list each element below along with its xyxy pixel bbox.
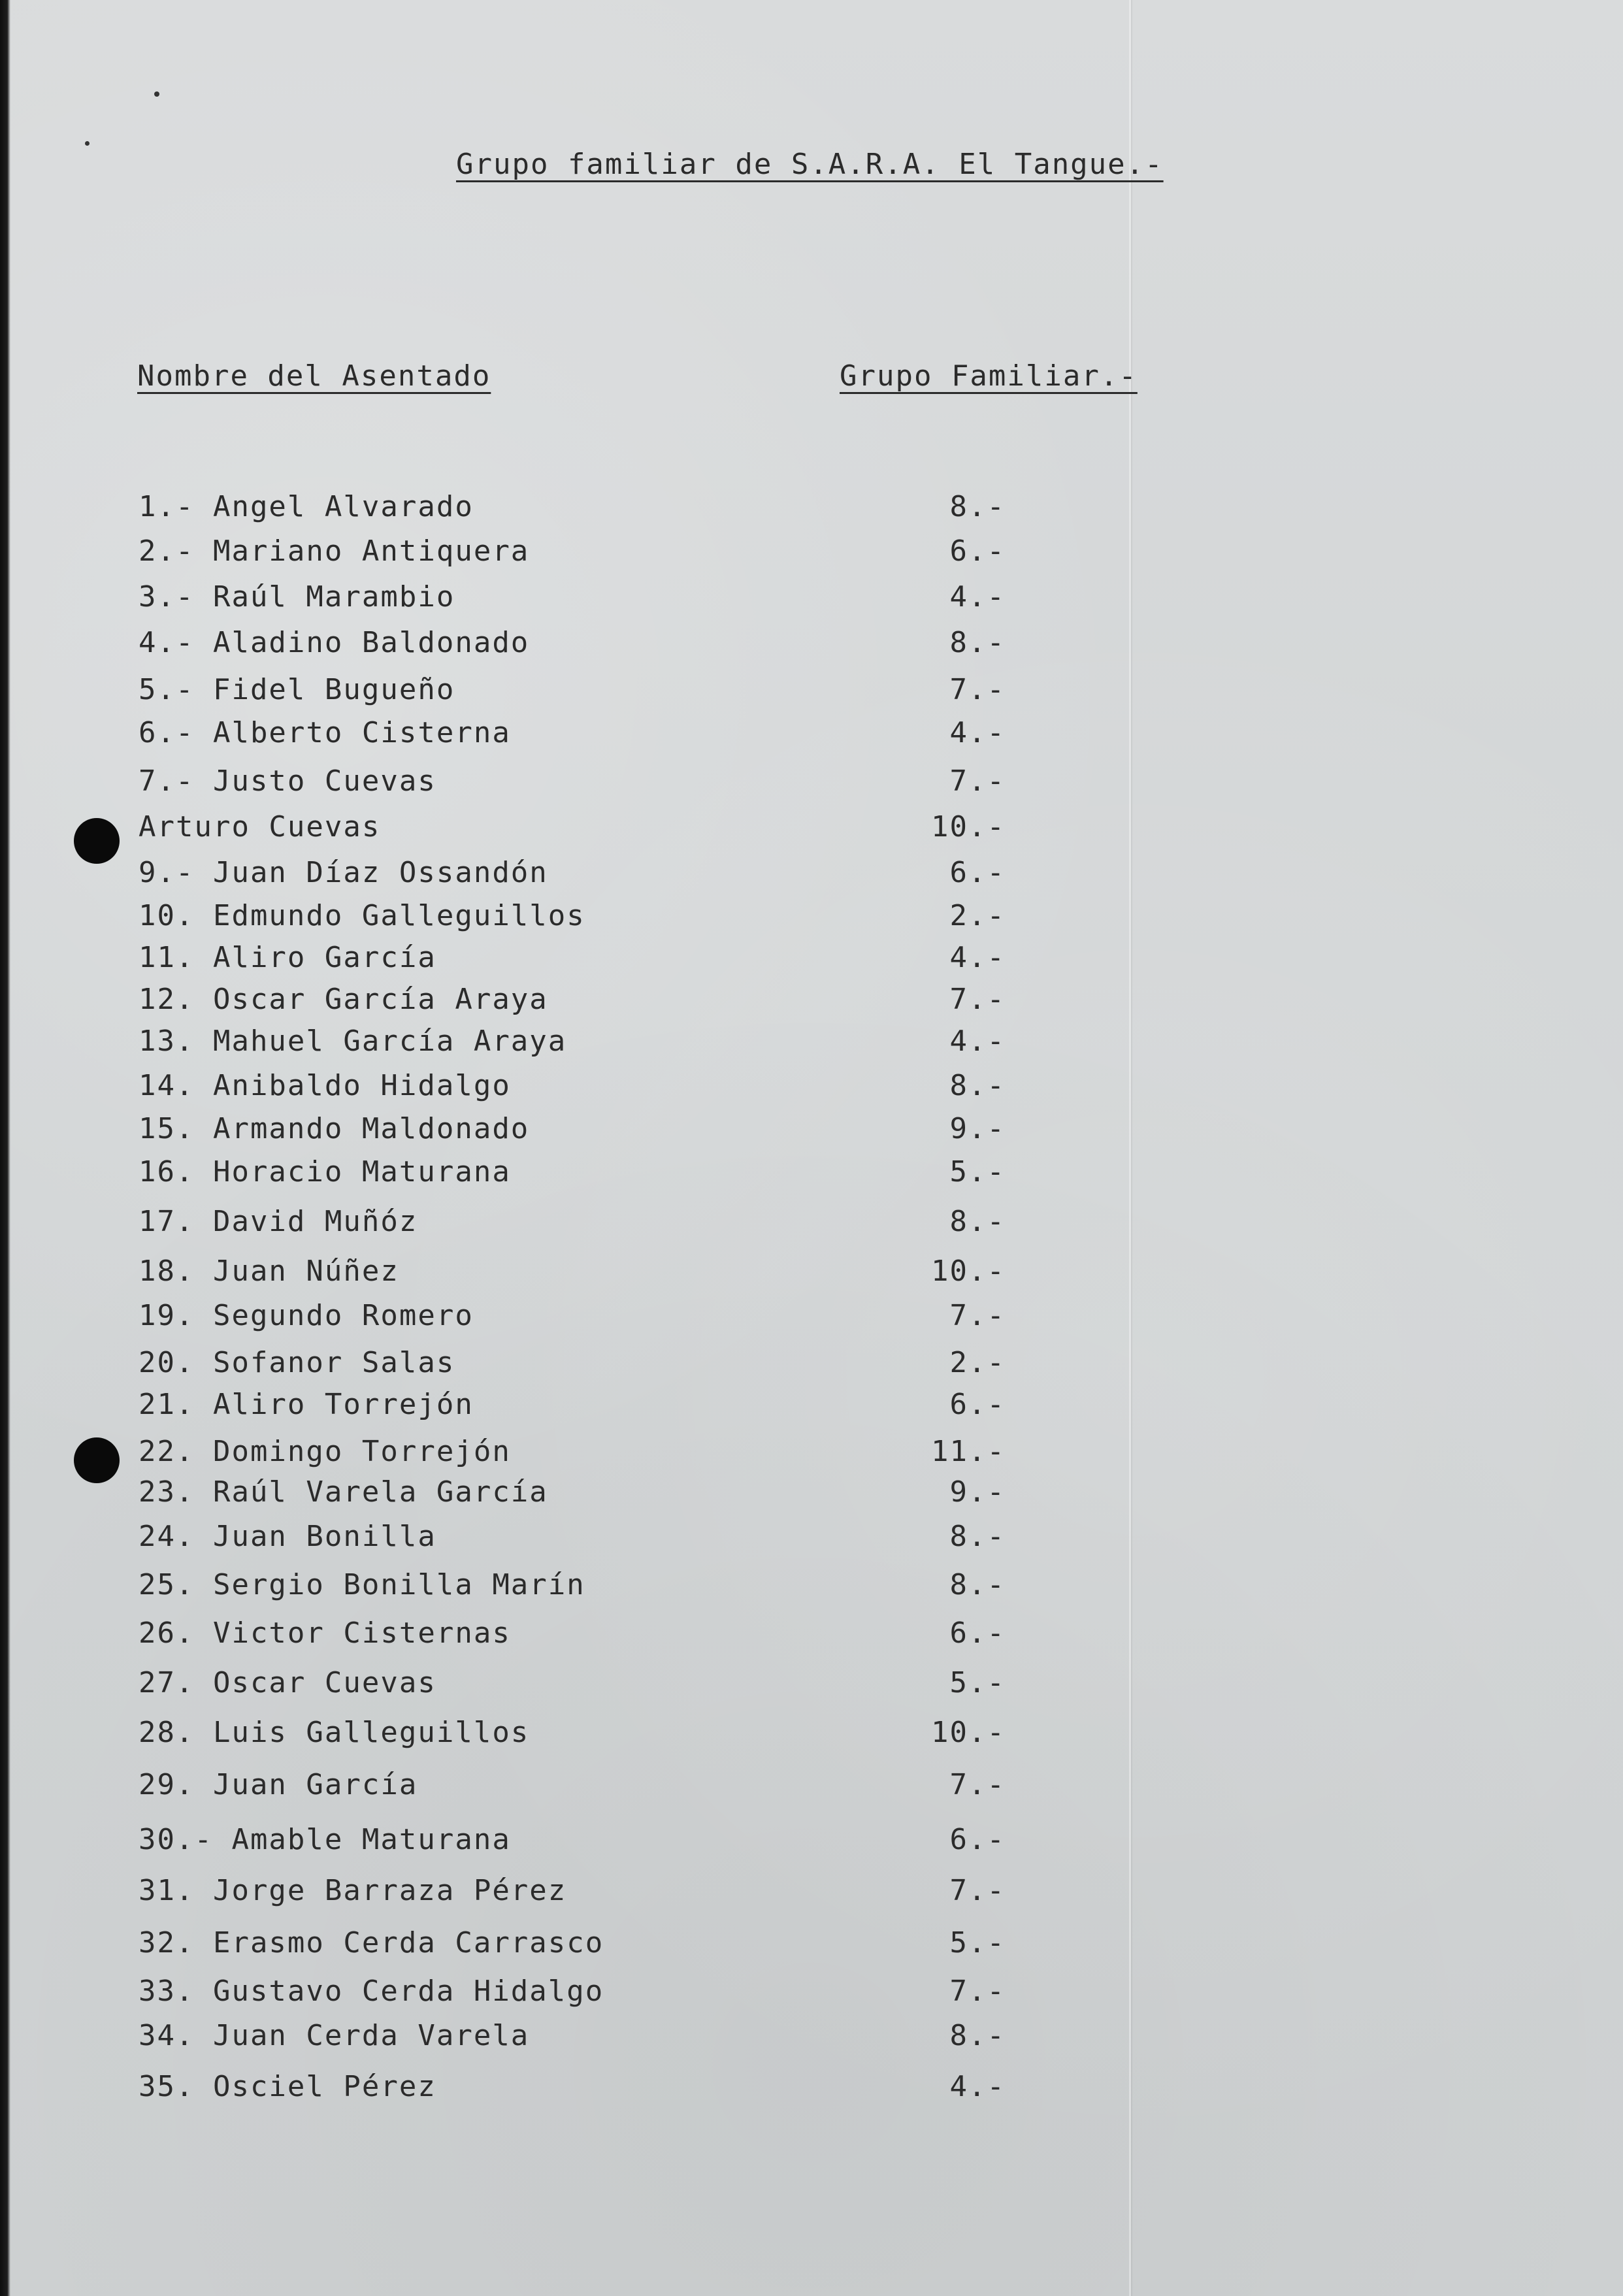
family-size: 2.- (949, 899, 1006, 932)
list-item (0, 626, 1623, 665)
list-item (0, 1299, 1623, 1338)
list-item (0, 1475, 1623, 1515)
settler-name: 31. Jorge Barraza Pérez (139, 1874, 567, 1907)
family-size: 8.- (949, 1568, 1006, 1601)
list-item (0, 899, 1623, 938)
family-size: 2.- (949, 1346, 1006, 1379)
settler-name: 21. Aliro Torrejón (139, 1388, 474, 1421)
list-item (0, 1346, 1623, 1385)
family-size: 7.- (949, 673, 1006, 706)
list-item (0, 1388, 1623, 1427)
family-size: 6.- (949, 1616, 1006, 1650)
list-item (0, 1616, 1623, 1656)
family-size: 6.- (949, 1823, 1006, 1856)
settler-name: 4.- Aladino Baldonado (139, 626, 530, 659)
settler-name: 22. Domingo Torrejón (139, 1435, 511, 1468)
list-item (0, 1666, 1623, 1705)
family-size: 6.- (949, 1388, 1006, 1421)
list-item (0, 1069, 1623, 1108)
settler-name: 19. Segundo Romero (139, 1299, 474, 1332)
settler-name: 29. Juan García (139, 1768, 418, 1801)
ink-speck (154, 91, 159, 97)
family-size: 7.- (949, 764, 1006, 798)
list-item (0, 1975, 1623, 2014)
column-header-name: Nombre del Asentado (137, 359, 491, 393)
family-size: 10.- (931, 1255, 1006, 1288)
family-size: 8.- (949, 1520, 1006, 1553)
family-size: 6.- (949, 856, 1006, 889)
list-item (0, 941, 1623, 980)
family-size: 8.- (949, 490, 1006, 523)
list-item (0, 2070, 1623, 2109)
family-size: 8.- (949, 2019, 1006, 2052)
family-size: 4.- (949, 2070, 1006, 2103)
settler-name: 28. Luis Galleguillos (139, 1716, 530, 1749)
settler-name: 20. Sofanor Salas (139, 1346, 455, 1379)
settler-name: 3.- Raúl Marambio (139, 580, 455, 614)
settler-name: 32. Erasmo Cerda Carrasco (139, 1926, 604, 1960)
list-item (0, 764, 1623, 804)
family-size: 8.- (949, 1205, 1006, 1238)
list-item (0, 1926, 1623, 1965)
settler-name: 5.- Fidel Bugueño (139, 673, 455, 706)
settler-name: 18. Juan Núñez (139, 1255, 399, 1288)
family-size: 8.- (949, 1069, 1006, 1102)
family-size: 6.- (949, 534, 1006, 568)
settler-name: 10. Edmundo Galleguillos (139, 899, 585, 932)
settler-name: 2.- Mariano Antiquera (139, 534, 530, 568)
settler-name: 27. Oscar Cuevas (139, 1666, 436, 1699)
family-size: 4.- (949, 1025, 1006, 1058)
settler-name: 26. Victor Cisternas (139, 1616, 511, 1650)
family-size: 7.- (949, 1874, 1006, 1907)
family-size: 7.- (949, 983, 1006, 1016)
settler-name: 1.- Angel Alvarado (139, 490, 474, 523)
list-item (0, 490, 1623, 529)
family-size: 9.- (949, 1475, 1006, 1509)
family-size: 5.- (949, 1926, 1006, 1960)
list-item (0, 1255, 1623, 1294)
family-size: 5.- (949, 1155, 1006, 1189)
ink-speck (85, 141, 90, 146)
list-item (0, 810, 1623, 849)
family-size: 10.- (931, 810, 1006, 844)
list-item (0, 1823, 1623, 1862)
settler-name: 6.- Alberto Cisterna (139, 716, 511, 749)
list-item (0, 534, 1623, 574)
list-item (0, 673, 1623, 712)
list-item (0, 1874, 1623, 1913)
list-item (0, 1205, 1623, 1244)
settler-name: 12. Oscar García Araya (139, 983, 548, 1016)
settler-name: 25. Sergio Bonilla Marín (139, 1568, 585, 1601)
family-size: 5.- (949, 1666, 1006, 1699)
family-size: 7.- (949, 1768, 1006, 1801)
list-item (0, 856, 1623, 895)
list-item (0, 1520, 1623, 1559)
settler-name: 13. Mahuel García Araya (139, 1025, 567, 1058)
settler-name: 16. Horacio Maturana (139, 1155, 511, 1189)
family-size: 7.- (949, 1299, 1006, 1332)
list-item (0, 1768, 1623, 1807)
family-size: 7.- (949, 1975, 1006, 2008)
family-size: 8.- (949, 626, 1006, 659)
settler-name: 17. David Muñóz (139, 1205, 418, 1238)
family-size: 10.- (931, 1716, 1006, 1749)
list-item (0, 2019, 1623, 2058)
column-header-family-group: Grupo Familiar.- (840, 359, 1138, 393)
list-item (0, 1435, 1623, 1474)
settler-name: 11. Aliro García (139, 941, 436, 974)
settler-name: 35. Osciel Pérez (139, 2070, 436, 2103)
settler-name: 30.- Amable Maturana (139, 1823, 511, 1856)
list-item (0, 1568, 1623, 1607)
list-item (0, 1025, 1623, 1064)
settler-name: 33. Gustavo Cerda Hidalgo (139, 1975, 604, 2008)
settler-name: 9.- Juan Díaz Ossandón (139, 856, 548, 889)
family-size: 4.- (949, 941, 1006, 974)
settler-name: 7.- Justo Cuevas (139, 764, 436, 798)
settler-name: 14. Anibaldo Hidalgo (139, 1069, 511, 1102)
family-size: 9.- (949, 1112, 1006, 1145)
list-item (0, 716, 1623, 755)
settler-name: 23. Raúl Varela García (139, 1475, 548, 1509)
family-size: 4.- (949, 580, 1006, 614)
list-item (0, 1112, 1623, 1151)
settler-name: Arturo Cuevas (139, 810, 381, 844)
settler-name: 15. Armando Maldonado (139, 1112, 530, 1145)
list-item (0, 1716, 1623, 1755)
settler-name: 24. Juan Bonilla (139, 1520, 436, 1553)
list-item (0, 983, 1623, 1022)
settler-name: 34. Juan Cerda Varela (139, 2019, 530, 2052)
list-item (0, 1155, 1623, 1194)
family-size: 4.- (949, 716, 1006, 749)
document-title: Grupo familiar de S.A.R.A. El Tangue.- (456, 148, 1164, 181)
list-item (0, 580, 1623, 619)
family-size: 11.- (931, 1435, 1006, 1468)
